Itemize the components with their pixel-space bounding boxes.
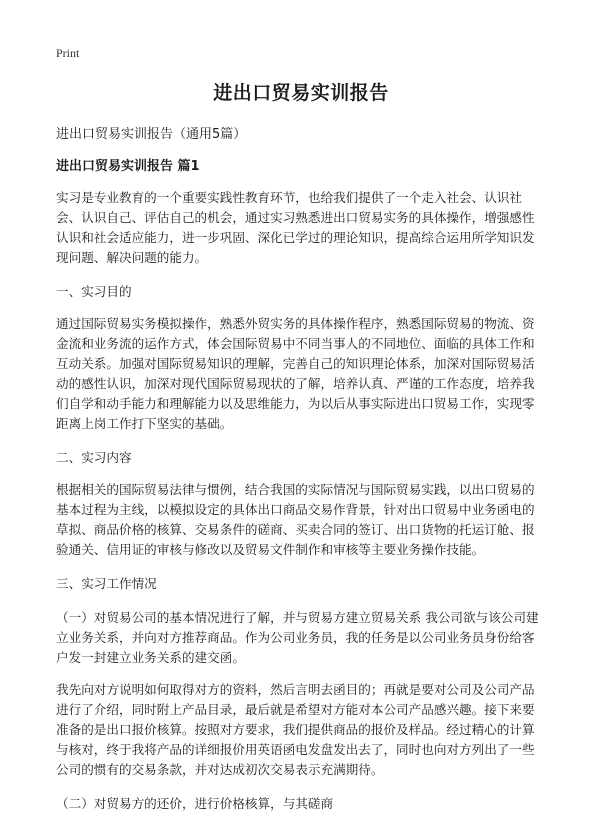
document-title: 进出口贸易实训报告 <box>213 82 389 104</box>
document-subtitle: 进出口贸易实训报告（通用5篇） <box>56 127 247 142</box>
section-title: 进出口贸易实训报告 篇1 <box>56 159 200 174</box>
paragraph-work-2: 我先向对方说明如何取得对方的资料，然后言明去函目的；再就是要对公司及公司产品进行了介绍，同时附上产品目录，最后就是希望对方能对本公司产品感兴趣。接下来要准备的是出口报价核算。按照对方要求，我们提供商品的报价及样品。经过精心的计算与核对，终于我将产品的详细报价用英语函电发盘发出去了，同时也向对方列出了一些公司的惯有的交易条款，并对达成初次交易表示充满期待。 <box>56 682 535 777</box>
paragraph-content: 根据相关的国际贸易法律与惯例，结合我国的实际情况与国际贸易实践，以出口贸易的基本过程为主线，以模拟设定的具体出口商品交易作背景，针对出口贸易中业务函电的草拟、商品价格的核算、交易条件的磋商、买卖合同的签订、出口货物的托运订舱、报验通关、信用证的审核与修改以及贸易文件制作和审核等主要业务操作技能。 <box>56 482 535 557</box>
print-link[interactable]: Print <box>56 46 80 60</box>
paragraph-intro: 实习是专业教育的一个重要实践性教育环节，也给我们提供了一个走入社会、认识社会、认识自己、评估自己的机会，通过实习熟悉进出口贸易实务的具体操作，增强感性认识和社会适应能力，进一步巩固、深化已学过的理论知识，提高综合运用所学知识发现问题、解决问题的能力。 <box>56 190 535 265</box>
paragraph-purpose: 通过国际贸易实务模拟操作，熟悉外贸实务的具体操作程序，熟悉国际贸易的物流、资金流和业务流的运作方式，体会国际贸易中不同当事人的不同地位、面临的具体工作和互动关系。加强对国际贸易知识的理解，完善自己的知识理论体系，加深对国际贸易活动的感性认识，加深对现代国际贸易现状的了解，培养认真、严谨的工作态度，培养我们自学和动手能力和理解能力以及思维能力，为以后从事实际进出口贸易工作，实现零距离上岗工作打下坚实的基础。 <box>56 316 535 431</box>
heading-content: 二、实习内容 <box>56 450 132 465</box>
document-body <box>56 70 546 814</box>
paragraph-work-1: （一）对贸易公司的基本情况进行了解，并与贸易方建立贸易关系 我公司欲与该公司建立业务关系，并向对方推荐商品。作为公司业务员，我的任务是以公司业务员身份给客户发一封建立业务关系的建交函。 <box>56 610 539 665</box>
heading-work: 三、实习工作情况 <box>56 576 157 591</box>
paragraph-work-3: （二）对贸易方的还价，进行价格核算，与其磋商 <box>56 796 334 811</box>
heading-purpose: 一、实习目的 <box>56 284 132 299</box>
